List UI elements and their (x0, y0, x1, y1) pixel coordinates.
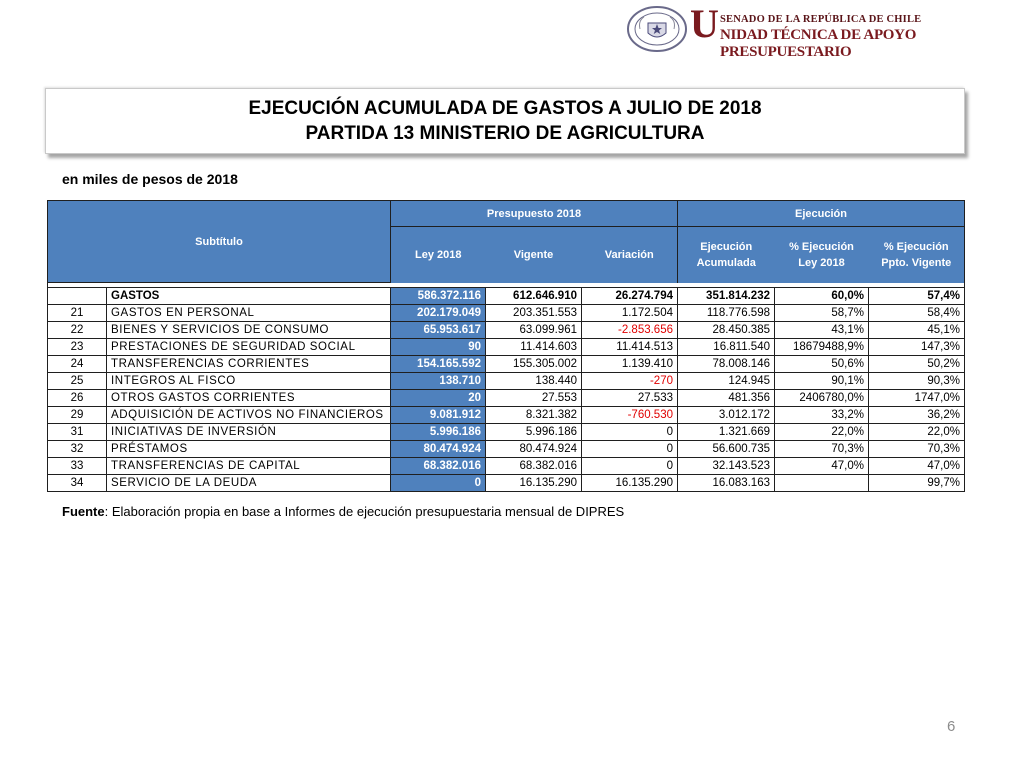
cell-ley: 138.710 (391, 373, 486, 390)
cell-ejecucion: 118.776.598 (678, 305, 775, 322)
page-number: 6 (947, 718, 956, 735)
cell-variacion: -760.530 (582, 407, 678, 424)
table-row (48, 458, 965, 475)
header-ejecucion-acumulada (678, 227, 775, 283)
cell-code: 34 (48, 475, 107, 492)
cell-pct-vigente: 147,3% (869, 339, 965, 356)
cell-name: INTEGROS AL FISCO (107, 373, 391, 390)
cell-code: 24 (48, 356, 107, 373)
cell-pct-ley: 70,3% (775, 441, 869, 458)
cell-name: PRESTACIONES DE SEGURIDAD SOCIAL (107, 339, 391, 356)
cell-ley: 80.474.924 (391, 441, 486, 458)
header-ejec-acum-line2: Acumulada (696, 256, 756, 269)
cell-variacion: 0 (582, 441, 678, 458)
cell-variacion: 27.533 (582, 390, 678, 407)
senate-seal-logo (626, 5, 688, 53)
cell-variacion: -2.853.656 (582, 322, 678, 339)
cell-pct-ley: 60,0% (775, 288, 869, 305)
header-variacion: Variación (582, 227, 678, 283)
cell-vigente: 16.135.290 (486, 475, 582, 492)
cell-name: INICIATIVAS DE INVERSIÓN (107, 424, 391, 441)
header-pct-ley (775, 227, 869, 283)
cell-pct-vigente: 90,3% (869, 373, 965, 390)
logo-initial: U (690, 1, 719, 46)
logo-unidad-text: NIDAD TÉCNICA DE APOYO PRESUPUESTARIO (720, 27, 917, 60)
budget-table (47, 200, 964, 492)
header-pct-vig-line2: Ppto. Vigente (881, 256, 952, 269)
table-row (48, 441, 965, 458)
cell-name: TRANSFERENCIAS DE CAPITAL (107, 458, 391, 475)
cell-vigente: 612.646.910 (486, 288, 582, 305)
cell-name: OTROS GASTOS CORRIENTES (107, 390, 391, 407)
cell-pct-ley: 47,0% (775, 458, 869, 475)
cell-code (48, 288, 107, 305)
cell-ejecucion: 16.083.163 (678, 475, 775, 492)
cell-pct-vigente: 70,3% (869, 441, 965, 458)
cell-ejecucion: 28.450.385 (678, 322, 775, 339)
cell-vigente: 80.474.924 (486, 441, 582, 458)
unidad-tecnica-logo (690, 1, 1020, 60)
logo-senado-text: SENADO DE LA REPÚBLICA DE CHILE (720, 14, 922, 25)
cell-code: 26 (48, 390, 107, 407)
cell-code: 21 (48, 305, 107, 322)
cell-name: GASTOS EN PERSONAL (107, 305, 391, 322)
cell-code: 25 (48, 373, 107, 390)
cell-pct-ley (775, 475, 869, 492)
cell-ley: 9.081.912 (391, 407, 486, 424)
cell-ley: 90 (391, 339, 486, 356)
cell-ley: 5.996.186 (391, 424, 486, 441)
cell-code: 32 (48, 441, 107, 458)
cell-vigente: 63.099.961 (486, 322, 582, 339)
cell-ley: 20 (391, 390, 486, 407)
cell-vigente: 5.996.186 (486, 424, 582, 441)
cell-variacion: -270 (582, 373, 678, 390)
cell-pct-ley: 58,7% (775, 305, 869, 322)
cell-pct-vigente: 58,4% (869, 305, 965, 322)
cell-name: GASTOS (107, 288, 391, 305)
cell-variacion: 0 (582, 458, 678, 475)
source-label: Fuente (62, 504, 105, 519)
cell-vigente: 68.382.016 (486, 458, 582, 475)
header-ejecucion: Ejecución (678, 201, 965, 227)
table-row (48, 407, 965, 424)
cell-pct-vigente: 57,4% (869, 288, 965, 305)
table-row (48, 373, 965, 390)
cell-name: BIENES Y SERVICIOS DE CONSUMO (107, 322, 391, 339)
header-pct-vigente (869, 227, 965, 283)
cell-code: 33 (48, 458, 107, 475)
cell-variacion: 1.139.410 (582, 356, 678, 373)
table-row (48, 322, 965, 339)
cell-pct-ley: 18679488,9% (775, 339, 869, 356)
header-vigente: Vigente (486, 227, 582, 283)
cell-code: 31 (48, 424, 107, 441)
cell-code: 29 (48, 407, 107, 424)
cell-pct-vigente: 22,0% (869, 424, 965, 441)
cell-pct-ley: 2406780,0% (775, 390, 869, 407)
table-row (48, 424, 965, 441)
cell-ley: 68.382.016 (391, 458, 486, 475)
header-pct-ley-line2: Ley 2018 (798, 256, 845, 269)
cell-ley: 586.372.116 (391, 288, 486, 305)
source-note (62, 504, 624, 519)
cell-code: 23 (48, 339, 107, 356)
cell-vigente: 11.414.603 (486, 339, 582, 356)
cell-pct-ley: 43,1% (775, 322, 869, 339)
cell-pct-vigente: 50,2% (869, 356, 965, 373)
table-row (48, 339, 965, 356)
cell-pct-vigente: 45,1% (869, 322, 965, 339)
table-row-total (48, 288, 965, 305)
cell-vigente: 27.553 (486, 390, 582, 407)
title-box (45, 88, 965, 154)
cell-vigente: 155.305.002 (486, 356, 582, 373)
title-line-2: PARTIDA 13 MINISTERIO DE AGRICULTURA (305, 123, 705, 144)
title-line-1: EJECUCIÓN ACUMULADA DE GASTOS A JULIO DE 2018 (248, 98, 762, 119)
source-text: : Elaboración propia en base a Informes de ejecución presupuestaria mensual de DIPRES (104, 504, 625, 519)
cell-pct-ley: 22,0% (775, 424, 869, 441)
header-subtitulo: Subtítulo (48, 201, 391, 283)
cell-ley: 202.179.049 (391, 305, 486, 322)
cell-name: PRÉSTAMOS (107, 441, 391, 458)
cell-variacion: 26.274.794 (582, 288, 678, 305)
header-pct-ley-line1: % Ejecución (789, 240, 854, 253)
cell-ley: 154.165.592 (391, 356, 486, 373)
cell-ley: 65.953.617 (391, 322, 486, 339)
table-row (48, 390, 965, 407)
cell-name: ADQUISICIÓN DE ACTIVOS NO FINANCIEROS (107, 407, 391, 424)
cell-pct-ley: 33,2% (775, 407, 869, 424)
cell-ejecucion: 3.012.172 (678, 407, 775, 424)
cell-ejecucion: 16.811.540 (678, 339, 775, 356)
header-ejec-acum-line1: Ejecución (700, 240, 753, 253)
header-ley: Ley 2018 (391, 227, 486, 283)
cell-pct-ley: 50,6% (775, 356, 869, 373)
table-row (48, 305, 965, 322)
cell-pct-vigente: 1747,0% (869, 390, 965, 407)
cell-ley: 0 (391, 475, 486, 492)
table-row (48, 356, 965, 373)
table-row (48, 475, 965, 492)
cell-code: 22 (48, 322, 107, 339)
cell-vigente: 203.351.553 (486, 305, 582, 322)
cell-variacion: 11.414.513 (582, 339, 678, 356)
cell-ejecucion: 78.008.146 (678, 356, 775, 373)
cell-ejecucion: 124.945 (678, 373, 775, 390)
header-presupuesto: Presupuesto 2018 (391, 201, 678, 227)
cell-pct-vigente: 99,7% (869, 475, 965, 492)
cell-pct-ley: 90,1% (775, 373, 869, 390)
cell-ejecucion: 1.321.669 (678, 424, 775, 441)
cell-pct-vigente: 36,2% (869, 407, 965, 424)
cell-ejecucion: 481.356 (678, 390, 775, 407)
cell-vigente: 8.321.382 (486, 407, 582, 424)
cell-variacion: 0 (582, 424, 678, 441)
cell-variacion: 16.135.290 (582, 475, 678, 492)
header-pct-vig-line1: % Ejecución (883, 240, 949, 253)
cell-ejecucion: 32.143.523 (678, 458, 775, 475)
cell-ejecucion: 56.600.735 (678, 441, 775, 458)
units-label: en miles de pesos de 2018 (62, 171, 238, 187)
cell-pct-vigente: 47,0% (869, 458, 965, 475)
cell-vigente: 138.440 (486, 373, 582, 390)
cell-variacion: 1.172.504 (582, 305, 678, 322)
cell-ejecucion: 351.814.232 (678, 288, 775, 305)
cell-name: SERVICIO DE LA DEUDA (107, 475, 391, 492)
cell-name: TRANSFERENCIAS CORRIENTES (107, 356, 391, 373)
